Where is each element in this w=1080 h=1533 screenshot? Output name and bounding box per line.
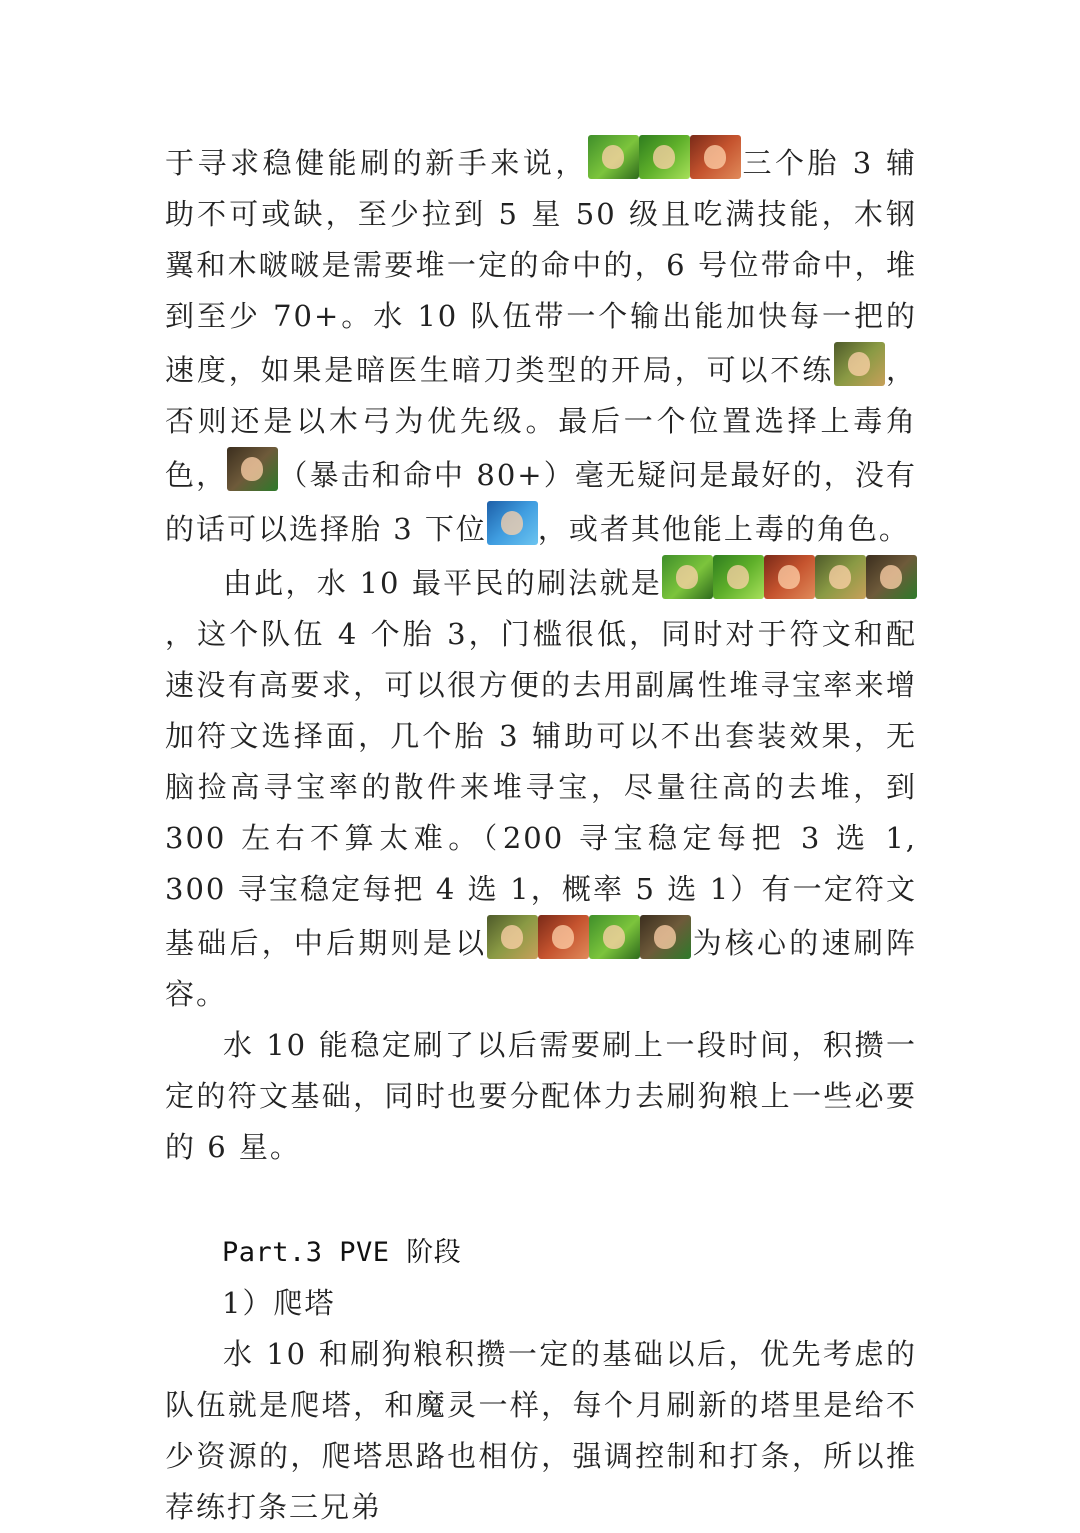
document-page — [165, 135, 917, 1533]
hero-portrait-icon — [866, 555, 917, 599]
hero-portrait-group — [487, 501, 538, 547]
paragraph-2 — [165, 555, 917, 1020]
text-run: 为核心的速刷阵容。 — [165, 926, 917, 1011]
text-run: ，这个队伍 4 个胎 3，门槛很低，同时对于符文和配速没有高要求，可以很方便的去用副属性堆寻宝率来增加符文选择面，几个胎 3 辅助可以不出套装效果，无脑捡高寻宝率的散件来堆寻宝，尽量往高的去堆，到 300 左右不算太难。（200 寻宝稳定每把 3 选 1, 300 寻宝稳定每把 4 选 1，概率 5 选 1）有一定符文基础后，中后期则是以 — [165, 617, 917, 960]
text-run: 三个胎 3 辅助不可或缺，至少拉到 5 星 50 级且吃满技能，木钢翼和木啵啵是需要堆一定的命中的，6 号位带命中，堆到至少 70+。水 10 队伍带一个输出能加快每一把的速度，如果是暗医生暗刀类型的开局，可以不练 — [165, 146, 917, 387]
paragraph-3: 水 10 能稳定刷了以后需要刷上一段时间，积攒一定的符文基础，同时也要分配体力去刷狗粮上一些必要的 6 星。 — [165, 1028, 917, 1164]
paragraph-4: 水 10 和刷狗粮积攒一定的基础以后，优先考虑的队伍就是爬塔，和魔灵一样，每个月刷新的塔里是给不少资源的，爬塔思路也相仿，强调控制和打条，所以推荐练打条三兄弟 — [165, 1337, 917, 1524]
text-run: 于寻求稳健能刷的新手来说， — [165, 146, 588, 180]
hero-portrait-group — [588, 135, 741, 181]
text-run: ，否则还是以木弓为优先级。最后一个位置选择上毒角色， — [165, 353, 917, 492]
hero-portrait-icon — [227, 447, 278, 491]
hero-portrait-icon — [764, 555, 815, 599]
hero-portrait-icon — [589, 915, 640, 959]
hero-portrait-group — [487, 915, 691, 961]
hero-portrait-icon — [487, 501, 538, 545]
hero-portrait-icon — [487, 915, 538, 959]
hero-portrait-icon — [834, 342, 885, 386]
text-run: 由此，水 10 最平民的刷法就是 — [223, 566, 662, 600]
hero-portrait-icon — [662, 555, 713, 599]
hero-portrait-group — [834, 342, 885, 388]
paragraph-1 — [165, 135, 917, 555]
text-run: （暴击和命中 80+）毫无疑问是最好的，没有的话可以选择胎 3 下位 — [165, 458, 917, 546]
section-heading: Part.3 PVE 阶段 — [222, 1237, 462, 1268]
subsection-heading: 1）爬塔 — [222, 1286, 336, 1320]
hero-portrait-group — [662, 555, 917, 601]
hero-portrait-icon — [639, 135, 690, 179]
hero-portrait-icon — [538, 915, 589, 959]
text-run: ，或者其他能上毒的角色。 — [537, 512, 910, 546]
hero-portrait-icon — [588, 135, 639, 179]
hero-portrait-icon — [815, 555, 866, 599]
hero-portrait-icon — [690, 135, 741, 179]
hero-portrait-group — [227, 447, 278, 493]
hero-portrait-icon — [713, 555, 764, 599]
hero-portrait-icon — [640, 915, 691, 959]
